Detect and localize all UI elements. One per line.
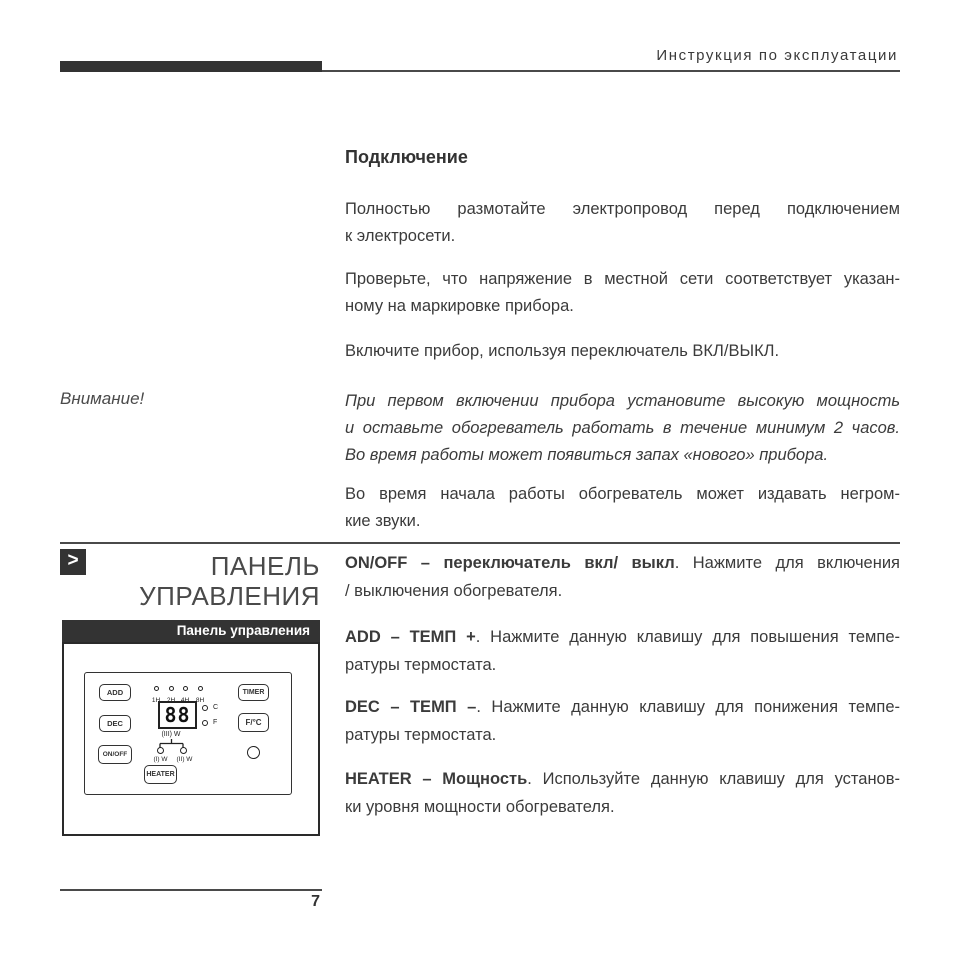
footer-line	[60, 889, 322, 891]
led-circle	[198, 686, 203, 691]
page-number: 7	[311, 893, 320, 910]
fahrenheit-label: F	[213, 719, 218, 726]
section-arrow-icon: >	[60, 549, 86, 575]
control-panel-diagram	[84, 672, 292, 795]
on-off-term: ON/OFF – переключатель вкл/ выкл	[345, 554, 675, 572]
section-divider	[60, 542, 900, 544]
fahrenheit-led	[202, 720, 208, 726]
f-c-button: F/°C	[238, 713, 269, 732]
power-mid-label: (II) W	[176, 756, 193, 763]
temperature-display	[158, 701, 197, 729]
paragraph-check-voltage: Проверьте, что напряжение в местной сети соответствует указан- ному на маркировке прибора.	[345, 270, 900, 315]
add-description: ADD – ТЕМП +. Нажмите данную клавишу для повышения темпе- ратуры термостата.	[345, 628, 900, 674]
add-term: ADD – ТЕМП +	[345, 628, 476, 646]
dec-button: DEC	[99, 715, 131, 732]
power-low-label: (I) W	[153, 756, 168, 763]
dec-term: DEC – ТЕМП –	[345, 698, 477, 716]
on-off-button: ON/OFF	[98, 745, 132, 764]
power-high-label: (III) W	[161, 731, 181, 738]
dec-description: DEC – ТЕМП –. Нажмите данную клавишу для понижения темпе- ратуры термостата.	[345, 698, 901, 744]
heater-description: HEATER – Мощность. Используйте данную клавишу для установ- ки уровня мощности обогревателя.	[345, 770, 900, 816]
led-circle	[169, 686, 174, 691]
led-circle	[154, 686, 159, 691]
timer-button: TIMER	[238, 684, 269, 701]
warning-paragraph: При первом включении прибора установите высокую мощность и оставьте обогреватель работать в течение минимум 2 часов. Во время работы может появиться запах «нового» прибора.	[345, 392, 900, 464]
power-low-led	[157, 747, 164, 754]
header-bar	[60, 61, 322, 72]
timer-led-1h: 1H	[149, 678, 163, 704]
led-circle	[183, 686, 188, 691]
timer-led-8h: 8H	[193, 678, 207, 704]
paragraph-switch-on: Включите прибор, используя переключатель ВКЛ/ВЫКЛ.	[345, 342, 780, 360]
indicator-circle	[247, 746, 260, 759]
figure-caption: Панель управления	[62, 620, 320, 642]
celsius-led	[202, 705, 208, 711]
on-off-description: ON/OFF – переключатель вкл/ выкл. Нажмите для включения / выключения обогревателя.	[345, 554, 900, 600]
display-value: 88	[164, 703, 191, 727]
power-mid-led	[180, 747, 187, 754]
celsius-label: C	[213, 704, 219, 711]
header-title: Инструкция по эксплуатации	[656, 47, 898, 64]
connection-heading: Подключение	[345, 147, 468, 167]
paragraph-unwind-cord: Полностью размотайте электропровод перед подключением к электросети.	[345, 200, 900, 245]
heater-button: HEATER	[144, 765, 177, 784]
timer-led-4h: 4H	[178, 678, 192, 704]
section-title: ПАНЕЛЬ УПРАВЛЕНИЯ	[139, 551, 320, 611]
timer-led-2h: 2H	[164, 678, 178, 704]
heater-term: HEATER – Мощность	[345, 770, 528, 788]
warning-label: Внимание!	[60, 389, 145, 408]
paragraph-noise: Во время начала работы обогреватель может издавать негром- кие звуки.	[345, 485, 900, 530]
add-button: ADD	[99, 684, 131, 701]
